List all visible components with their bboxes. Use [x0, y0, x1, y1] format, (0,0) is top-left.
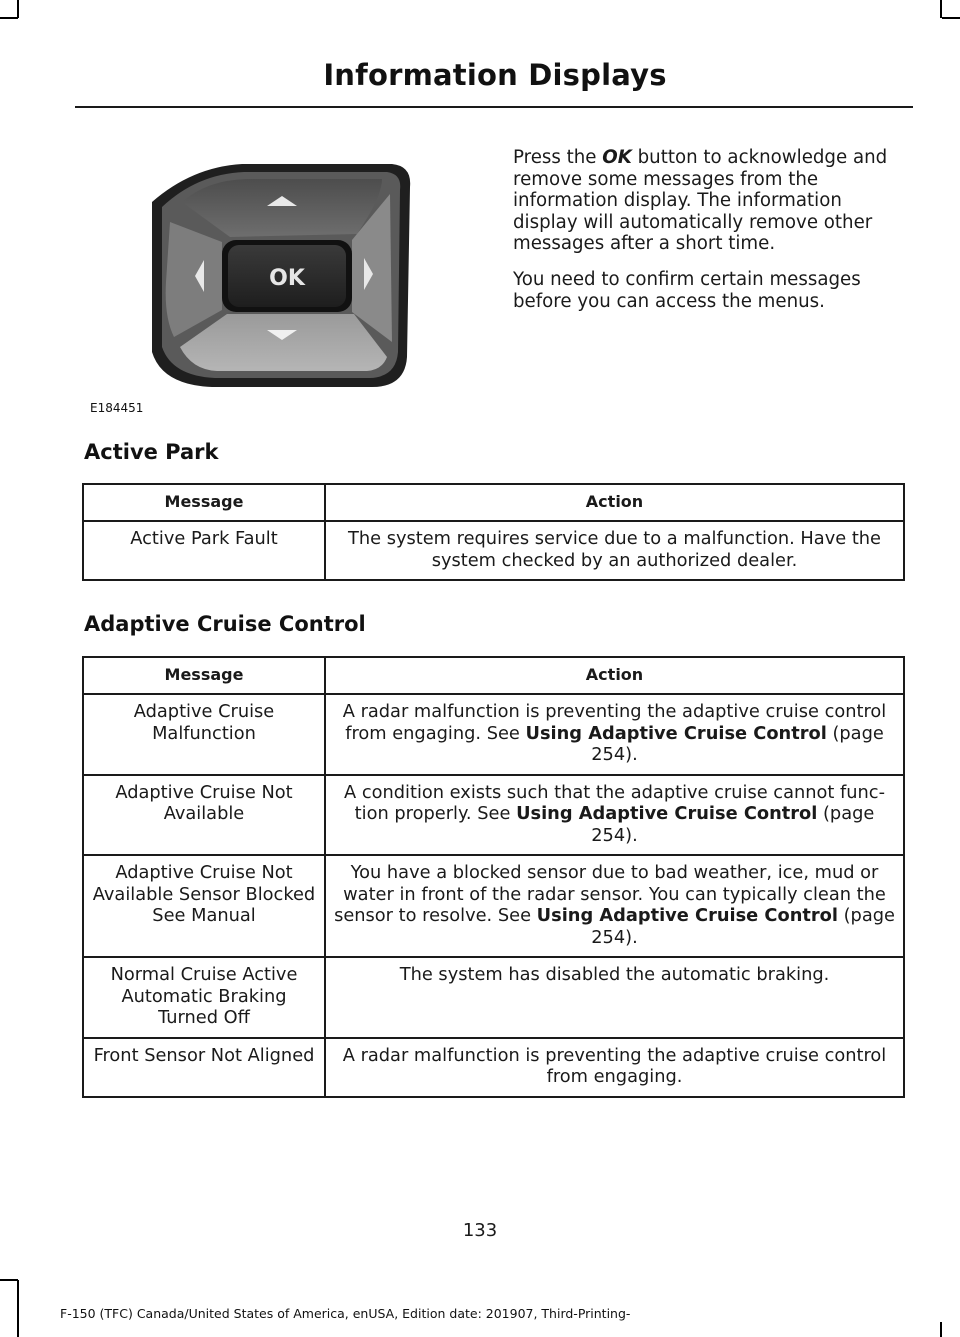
- table-row: [83, 855, 904, 957]
- message-cell: Adaptive Cruise Not Available: [83, 775, 325, 856]
- action-cell: A radar malfunction is preventing the adaptive cruise control from engaging.: [325, 1038, 904, 1097]
- header-divider: [75, 106, 913, 108]
- active-park-table: [82, 483, 905, 581]
- column-header-action: Action: [325, 657, 904, 694]
- crop-mark-bottom-left: [17, 1280, 19, 1337]
- cross-reference-link[interactable]: Using Adaptive Cruise Control: [536, 905, 838, 926]
- message-cell: Adaptive Cruise Malfunction: [83, 694, 325, 775]
- column-header-message: Message: [83, 657, 325, 694]
- table-row: [83, 775, 904, 856]
- action-cell: A condition exists such that the adaptive cruise cannot func-tion properly. See Using Adaptive Cruise Control (page 254).: [325, 775, 904, 856]
- crop-mark-bottom-left: [0, 1279, 18, 1281]
- ok-button-label: OK: [269, 266, 305, 291]
- crop-mark-bottom-right: [940, 1322, 942, 1337]
- crop-mark-top-right: [940, 0, 942, 18]
- message-cell: Active Park Fault: [83, 521, 325, 580]
- cross-reference-link[interactable]: Using Adaptive Cruise Control: [516, 803, 818, 824]
- crop-mark-top-right: [942, 17, 960, 19]
- column-header-action: Action: [325, 484, 904, 521]
- table-header-row: [83, 657, 904, 694]
- message-cell: Front Sensor Not Aligned: [83, 1038, 325, 1097]
- adaptive-cruise-table: [82, 656, 905, 1098]
- message-cell: Normal Cruise Active Automatic Braking Turned Off: [83, 957, 325, 1038]
- message-cell: Adaptive Cruise Not Available Sensor Blocked See Manual: [83, 855, 325, 957]
- intro-paragraph-2: You need to confirm certain messages before you can access the menus.: [513, 268, 861, 312]
- intro-paragraph-1: Press the OK button to acknowledge and remove some messages from the information display. The information display will automatically remove other messages after a short time.: [513, 147, 888, 255]
- action-cell: The system requires service due to a malfunction. Have the system checked by an authorized dealer.: [325, 521, 904, 580]
- crop-mark-top-left: [0, 17, 18, 19]
- intro-text: [513, 147, 908, 326]
- table-row: [83, 1038, 904, 1097]
- page-title: Information Displays: [323, 58, 667, 92]
- action-cell: A radar malfunction is preventing the adaptive cruise control from engaging. See Using Adaptive Cruise Control (page 254).: [325, 694, 904, 775]
- crop-mark-top-left: [17, 0, 19, 18]
- table-row: [83, 694, 904, 775]
- footer-edition-info: F-150 (TFC) Canada/United States of America, enUSA, Edition date: 201907, Third-Printing-: [60, 1306, 631, 1321]
- table-header-row: [83, 484, 904, 521]
- table-row: [83, 957, 904, 1038]
- table-row: [83, 521, 904, 580]
- column-header-message: Message: [83, 484, 325, 521]
- section-title-active-park: Active Park: [84, 440, 219, 464]
- section-title-adaptive-cruise-control: Adaptive Cruise Control: [84, 612, 366, 636]
- page-number: 133: [462, 1220, 498, 1241]
- action-cell: The system has disabled the automatic braking.: [325, 957, 904, 1038]
- action-cell: You have a blocked sensor due to bad weather, ice, mud or water in front of the radar sensor. You can typically clean the sensor to resolve. See Using Adaptive Cruise Control (page 254).: [325, 855, 904, 957]
- steering-wheel-controls-illustration: [82, 142, 422, 422]
- cross-reference-link[interactable]: Using Adaptive Cruise Control: [525, 722, 827, 744]
- figure-code: E184451: [90, 401, 144, 415]
